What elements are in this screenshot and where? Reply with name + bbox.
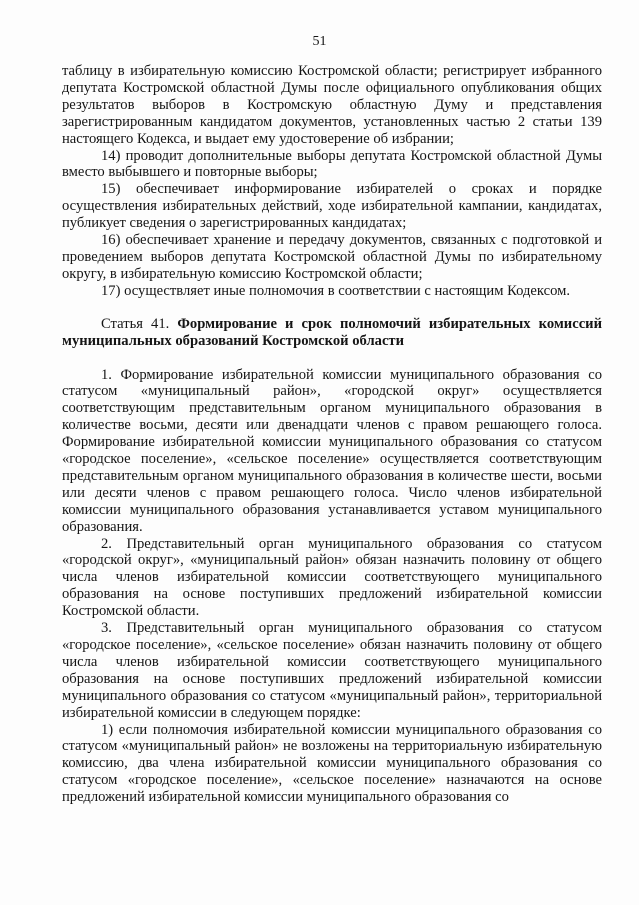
article-heading bbox=[62, 316, 602, 350]
list-item: 14) проводит дополнительные выборы депутата Костромской областной Думы вместо выбывшего и повторные выборы; bbox=[62, 147, 602, 181]
paragraph: 3. Представительный орган муниципального образования со статусом «городское поселение», «сельское поселение» обязан назначить половину от общего числа членов избирательной комиссии соответствующего муниципального образования на основе поступивших предложений избирательной комиссии муниципального образования со статусом «муниципальный район», территориальной избирательной комиссии в следующем порядке: bbox=[62, 620, 602, 721]
article-title: Формирование и срок полномочий избирательных комиссий муниципальных образований Костромской области bbox=[62, 315, 602, 349]
continuation-paragraph: таблицу в избирательную комиссию Костромской области; регистрирует избранного депутата Костромской областной Думы после официального опубликования общих результатов выборов в Костромскую областную Думу и представления зарегистрированным кандидатом документов, установленных частью 2 статьи 139 настоящего Кодекса, и выдает ему удостоверение об избрании; bbox=[62, 63, 602, 147]
list-item: 16) обеспечивает хранение и передачу документов, связанных с подготовкой и проведением выборов депутата Костромской областной Думы по избирательному округу, в избирательную комиссию Костромской области; bbox=[62, 232, 602, 282]
page-number: 51 bbox=[312, 34, 327, 49]
article-label: Статья 41. bbox=[101, 315, 170, 332]
document-body bbox=[62, 63, 602, 806]
list-item: 15) обеспечивает информирование избирателей о сроках и порядке осуществления избирательных действий, ходе избирательной кампании, кандидатах, публикует сведения о зарегистрированных кандидатах; bbox=[62, 181, 602, 232]
list-item: 17) осуществляет иные полномочия в соответствии с настоящим Кодексом. bbox=[101, 282, 570, 299]
paragraph: 2. Представительный орган муниципального образования со статусом «городской округ», «муниципальный район» обязан назначить половину от общего числа членов избирательной комиссии соответствующего муниципального образования на основе поступивших предложений избирательной комиссии Костромской области. bbox=[62, 535, 602, 620]
paragraph: 1) если полномочия избирательной комиссии муниципального образования со статусом «муниципальный район» не возложены на территориальную избирательную комиссию, два члена избирательной комиссии муниципального образования со статусом «городское поселение», «сельское поселение» назначаются на основе предложений избирательной комиссии муниципального образования со bbox=[62, 721, 602, 806]
paragraph: 1. Формирование избирательной комиссии муниципального образования со статусом «муниципальный район», «городской округ» осуществляется соответствующим представительным органом муниципального образования в количестве восьми, десяти или двенадцати членов с правом решающего голоса. Формирование избирательной комиссии муниципального образования со статусом «городское поселение», «сельское поселение» осуществляется соответствующим представительным органом муниципального образования в количестве шести, восьми или десяти членов с правом решающего голоса. Число членов избирательной комиссии муниципального образования устанавливается уставом муниципального образования. bbox=[62, 366, 602, 535]
